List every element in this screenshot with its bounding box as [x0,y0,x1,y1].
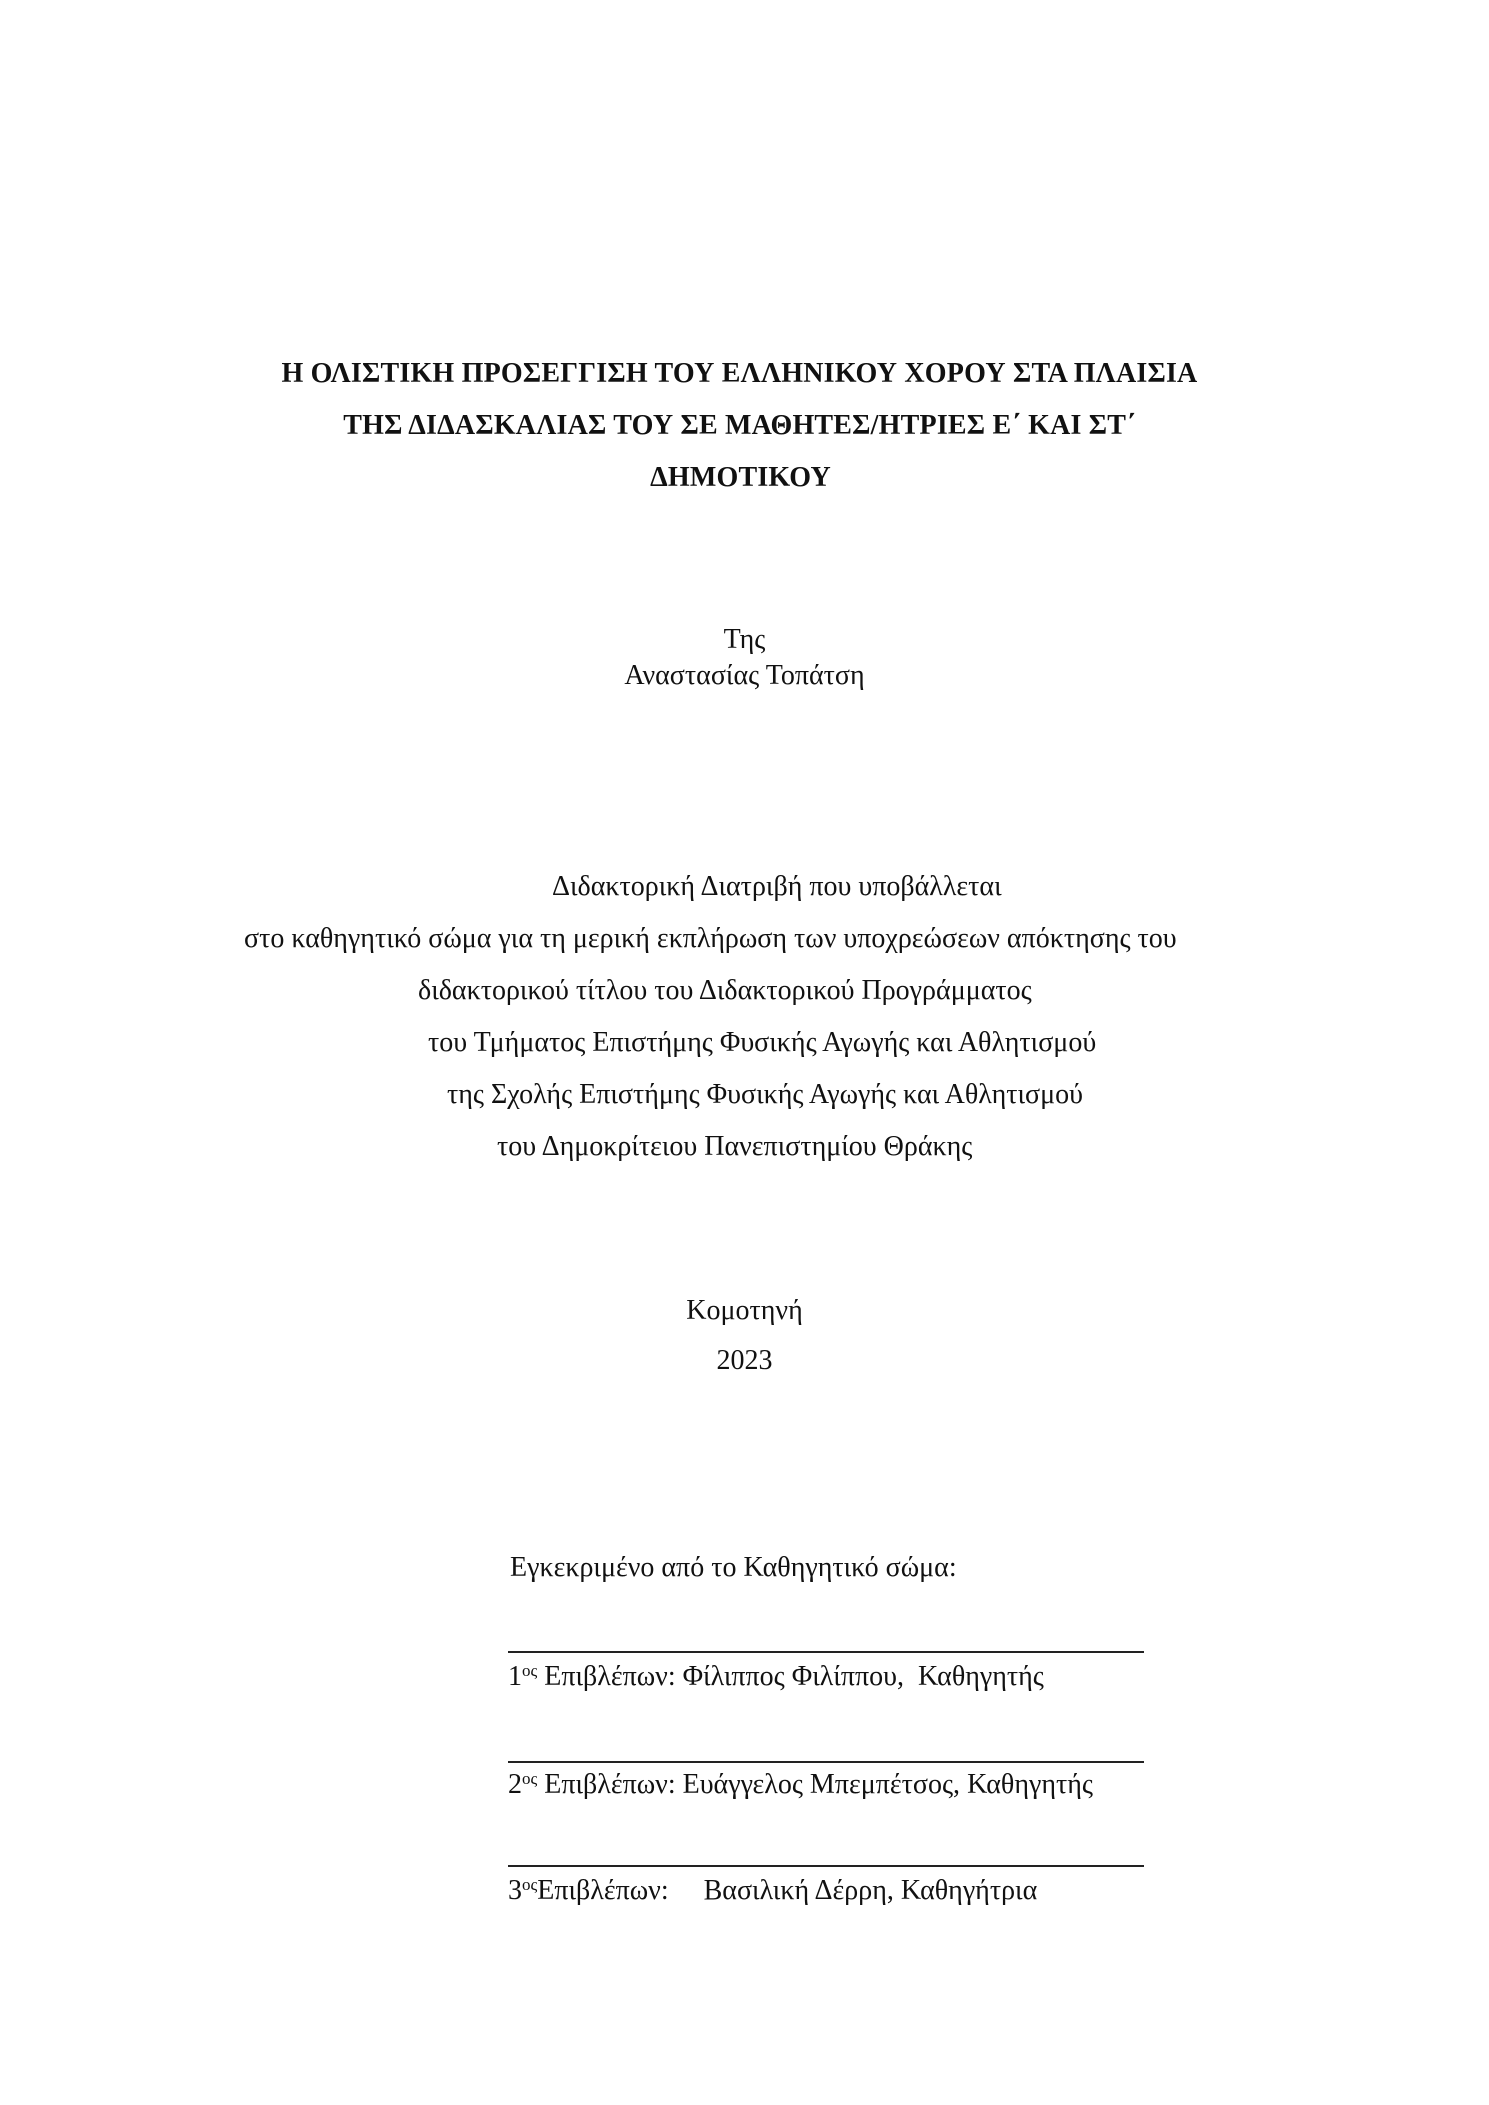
signature-line-1 [508,1651,1144,1653]
signature-line-2 [508,1761,1144,1763]
supervisor-3-number: 3 [508,1875,522,1906]
supervisor-2-number: 2 [508,1769,522,1800]
supervisor-2-ordinal: ος [522,1769,538,1788]
supervisor-2-role: Επιβλέπων: [544,1769,676,1800]
supervisor-2-name: Ευάγγελος Μπεμπέτσος, [682,1769,961,1800]
thesis-title [0,348,1489,504]
thesis-statement-line-4: του Τμήματος Επιστήμης Φυσικής Αγωγής και Αθλητισμού [428,1027,1097,1058]
supervisor-3-name: Βασιλική Δέρρη, [703,1875,894,1906]
place-date-block [0,1286,1489,1386]
thesis-statement-line-2: στο καθηγητικό σώμα για τη μερική εκπλήρωση των υποχρεώσεων απόκτησης του [244,923,1177,954]
supervisor-3-ordinal: ος [522,1875,538,1894]
title-line-2: ΤΗΣ ΔΙΔΑΣΚΑΛΙΑΣ ΤΟΥ ΣΕ ΜΑΘΗΤΕΣ/ΗΤΡΙΕΣ Ε΄ ΚΑΙ ΣΤ΄ [343,410,1136,441]
thesis-statement-line-3: διδακτορικού τίτλου του Διδακτορικού Προγράμματος [418,975,1032,1006]
supervisor-1-number: 1 [508,1661,522,1692]
supervisor-1-name: Φίλιππος Φιλίππου, [682,1661,904,1692]
supervisor-2-title: Καθηγητής [967,1769,1093,1800]
supervisor-1-title: Καθηγητής [917,1661,1044,1692]
supervisor-1 [508,1659,1044,1695]
thesis-statement-line-5: της Σχολής Επιστήμης Φυσικής Αγωγής και Αθλητισμού [447,1079,1083,1110]
author-name: Αναστασίας Τοπάτση [624,660,865,691]
author-preposition: Της [723,624,766,655]
year: 2023 [716,1345,773,1376]
supervisor-3 [508,1873,1037,1909]
thesis-statement-line-1: Διδακτορική Διατριβή που υποβάλλεται [552,871,1002,902]
signature-line-3 [508,1865,1144,1867]
title-line-1: Η ΟΛΙΣΤΙΚΗ ΠΡΟΣΕΓΓΙΣΗ ΤΟΥ ΕΛΛΗΝΙΚΟΥ ΧΟΡΟΥ ΣΤΑ ΠΛΑΙΣΙΑ [281,358,1198,389]
supervisor-1-ordinal: ος [522,1661,538,1680]
title-line-3: ΔΗΜΟΤΙΚΟΥ [650,462,831,493]
author-block [0,622,1489,694]
supervisor-3-title: Καθηγήτρια [900,1875,1038,1906]
supervisor-2 [508,1767,1093,1803]
approval-heading: Εγκεκριμένο από το Καθηγητικό σώμα: [510,1552,957,1583]
supervisor-3-role: Επιβλέπων: [537,1875,669,1906]
supervisor-1-role: Επιβλέπων: [544,1661,676,1692]
place: Κομοτηνή [686,1295,803,1326]
thesis-statement-line-6: του Δημοκρίτειου Πανεπιστημίου Θράκης [497,1131,973,1162]
